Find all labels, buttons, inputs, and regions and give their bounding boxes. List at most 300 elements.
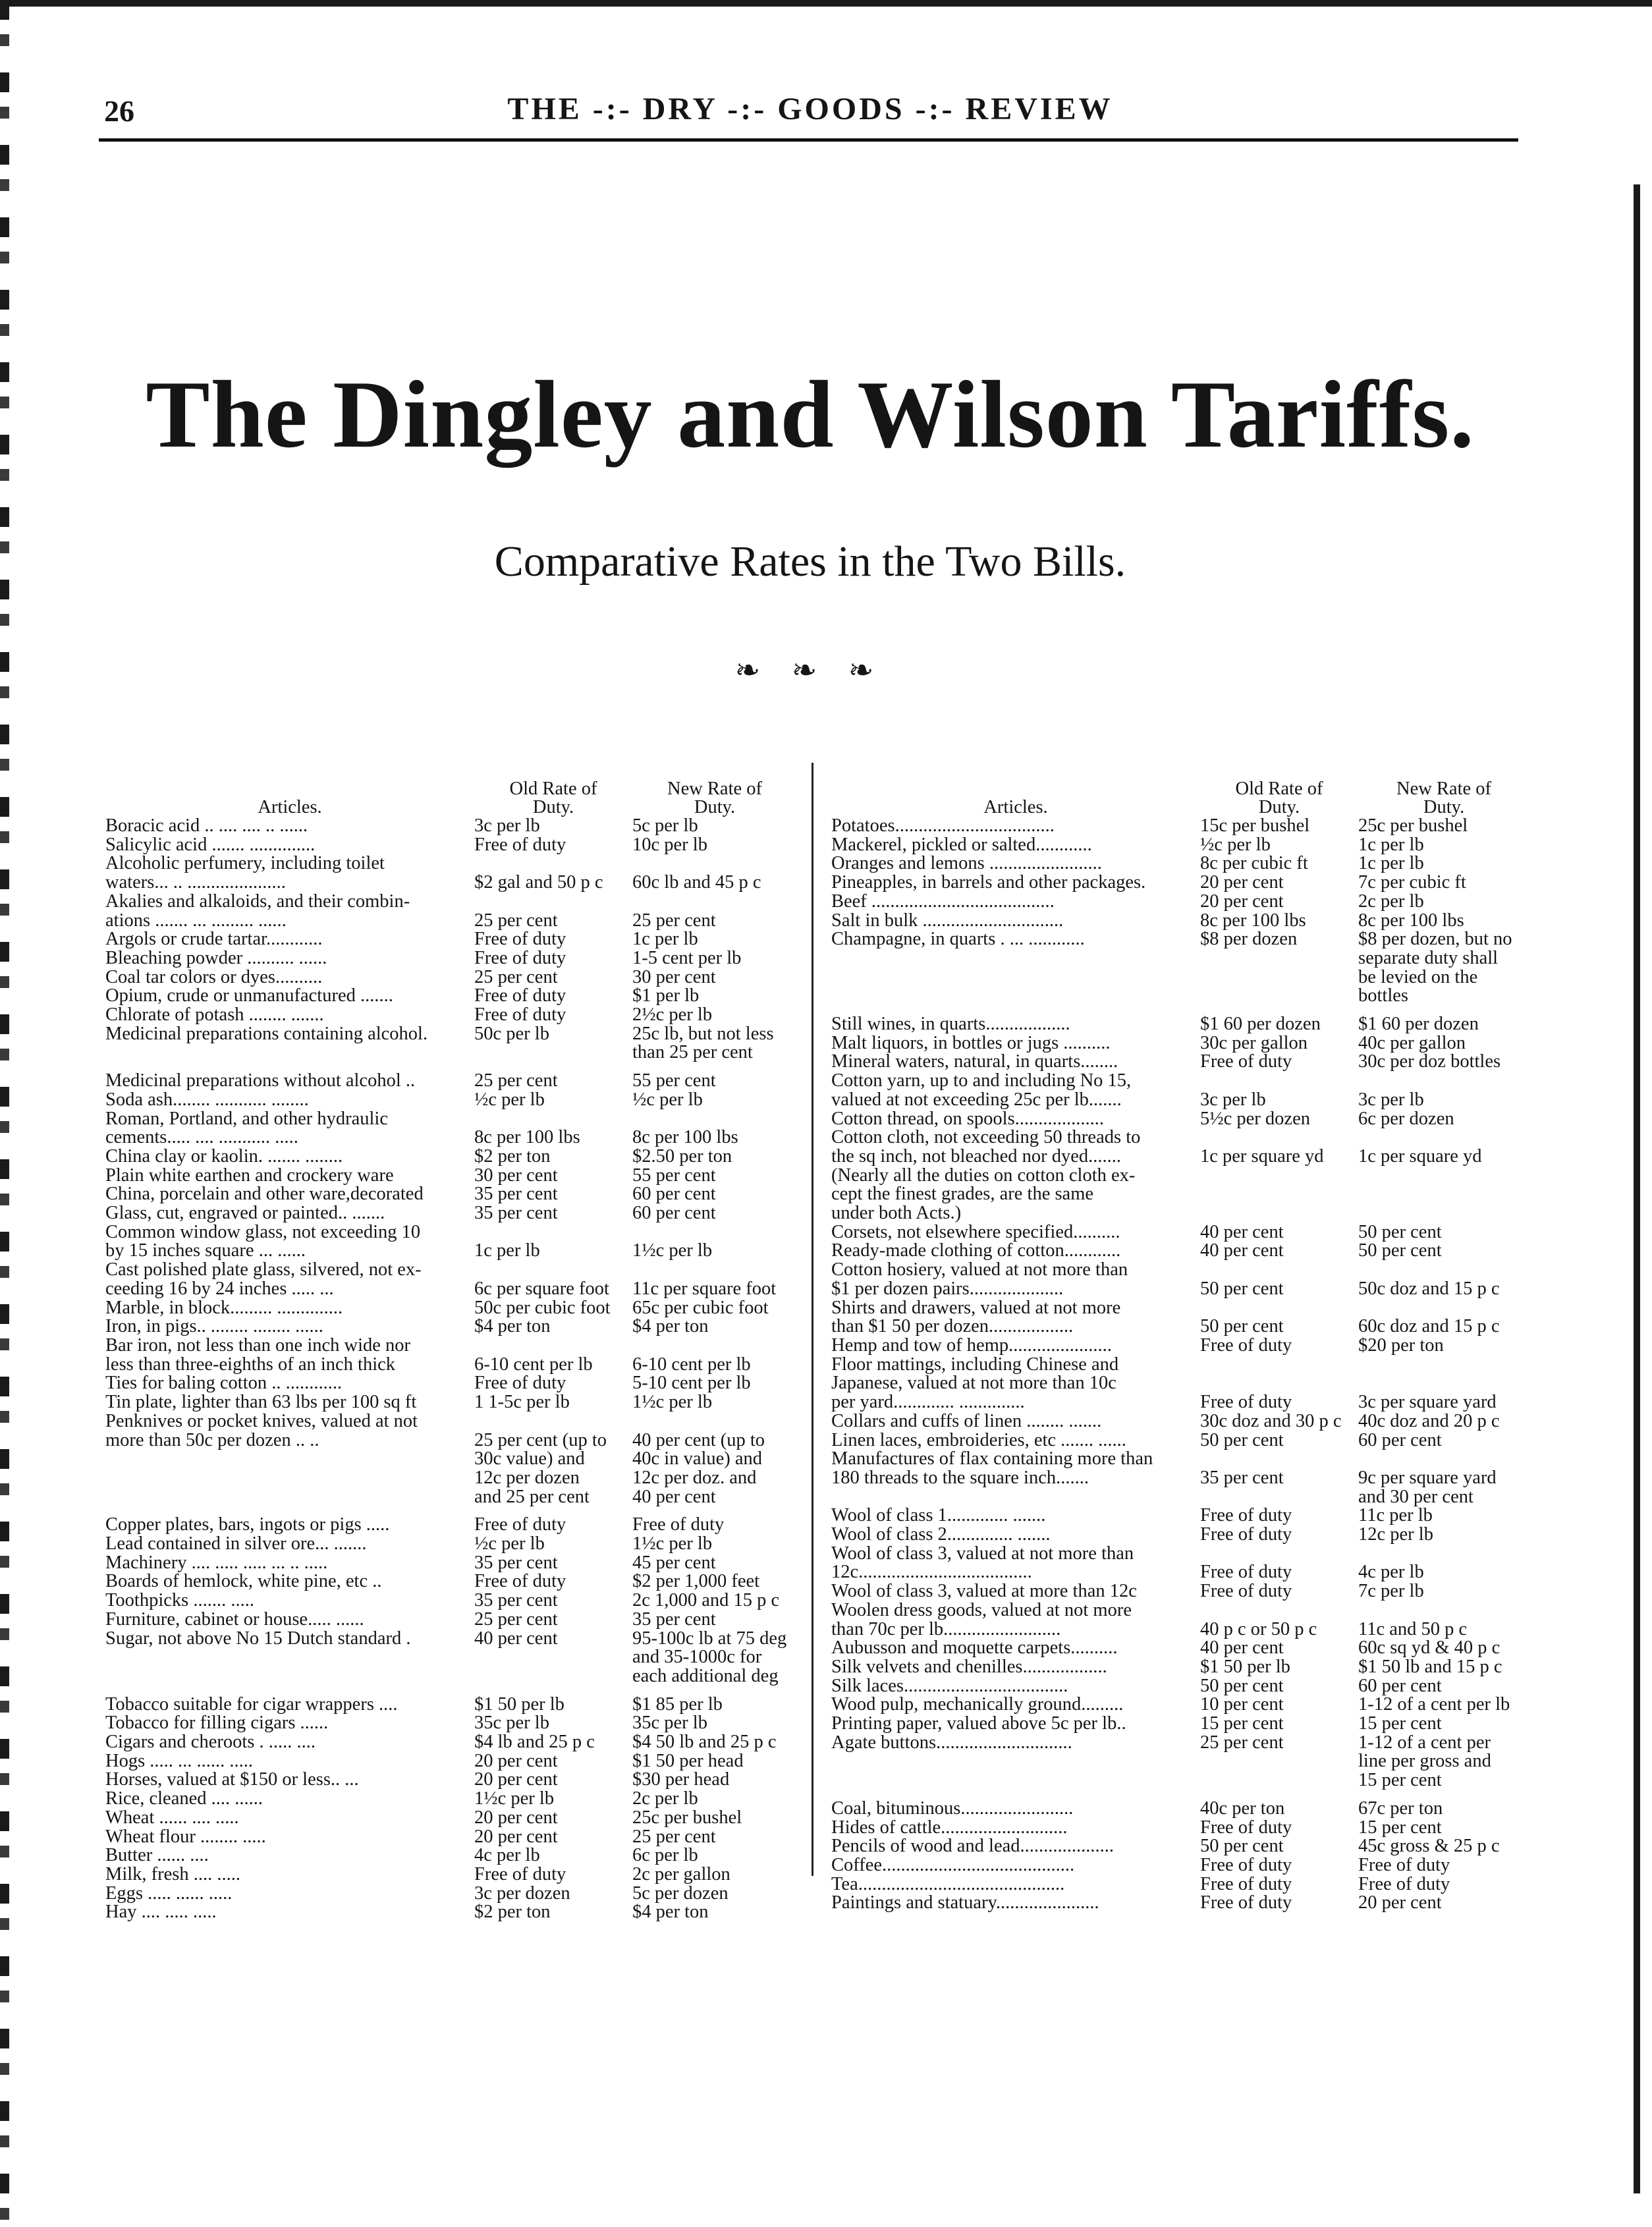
old-rate-cell: $4 per ton [474, 1316, 551, 1337]
table-row [831, 817, 1533, 836]
new-rate-cell: 50 per cent [1358, 1221, 1442, 1242]
article-cell: Machinery .... ..... ..... ... .. ..... [105, 1552, 328, 1573]
new-rate-cell: 7c per cubic ft [1358, 872, 1466, 893]
article-cell: Toothpicks ....... ..... [105, 1590, 254, 1611]
new-rate-cell: 1c per lb [632, 929, 698, 950]
articles-heading: Articles. [258, 797, 322, 817]
page-header [99, 86, 1522, 145]
old-rate-cell: Free of duty [1200, 1854, 1292, 1875]
article-cell: Cotton cloth, not exceeding 50 threads to the sq inch, not bleached nor dyed....... (Nearly all the duties on cotton cloth ex- cept the finest grades, are the same under both Acts.) [831, 1127, 1141, 1224]
old-rate-cell: 15 per cent [1200, 1713, 1284, 1734]
new-rate-cell: 1-12 of a cent per lb [1358, 1694, 1510, 1715]
article-cell: Copper plates, bars, ingots or pigs ..... [105, 1514, 390, 1535]
table-row [105, 1072, 800, 1091]
old-rate-heading: Old Rate of Duty. [509, 779, 597, 817]
new-rate-cell: $4 per ton [632, 1902, 709, 1923]
table-row [831, 1053, 1533, 1072]
table-row [831, 1582, 1533, 1601]
old-rate-cell: ½c per lb [1200, 834, 1271, 855]
old-rate-cell: 50 per cent [1200, 1316, 1284, 1337]
new-rate-cell: $1 50 per head [632, 1750, 744, 1771]
new-rate-cell: 45c gross & 25 p c [1358, 1836, 1500, 1857]
new-rate-cell: 67c per ton [1358, 1798, 1443, 1819]
article-cell: Lead contained in silver ore... ....... [105, 1533, 367, 1554]
article-cell: Glass, cut, engraved or painted.. ....... [105, 1203, 385, 1224]
table-header [831, 751, 1533, 817]
new-rate-cell: Free of duty [632, 1514, 725, 1535]
old-rate-cell: 8c per cubic ft [1200, 853, 1308, 874]
table-row [105, 1110, 800, 1147]
new-rate-cell: 25c per bushel [632, 1807, 742, 1828]
article-cell: Floor mattings, including Chinese and Japanese, valued at not more than 10c per yard............. .............. [831, 1354, 1119, 1413]
article-cell: Tobacco for filling cigars ...... [105, 1713, 329, 1734]
table-row [105, 1317, 800, 1336]
article-cell: Alcoholic perfumery, including toilet waters... .. ..................... [105, 853, 385, 893]
article-cell: Agate buttons............................. [831, 1732, 1072, 1753]
new-rate-cell: Free of duty [1358, 1873, 1450, 1894]
table-row [105, 987, 800, 1006]
new-rate-cell: 8c per 100 lbs [632, 1127, 738, 1148]
table-row [831, 1734, 1533, 1790]
tariff-table-right [831, 751, 1533, 1913]
table-row [831, 1015, 1533, 1034]
old-rate-cell: $1 50 per lb [1200, 1656, 1290, 1677]
new-rate-cell: $30 per head [632, 1769, 730, 1790]
table-row [831, 1336, 1533, 1356]
table-row [105, 1006, 800, 1025]
old-rate-cell: Free of duty [474, 947, 566, 968]
new-rate-cell: 30c per doz bottles [1358, 1051, 1501, 1072]
table-row [105, 1223, 800, 1261]
table-row [105, 1554, 800, 1573]
table-row [105, 1790, 800, 1809]
old-rate-cell: 3c per lb [474, 815, 540, 836]
old-rate-cell: 1c per lb [474, 1240, 540, 1261]
old-rate-cell: $4 lb and 25 p c [474, 1732, 595, 1753]
new-rate-cell: 2c per lb [632, 1788, 698, 1809]
table-row [831, 1819, 1533, 1838]
old-rate-cell: 20 per cent [474, 1807, 558, 1828]
new-rate-cell: 2c per lb [1358, 891, 1424, 912]
table-row [105, 1610, 800, 1630]
article-cell: Horses, valued at $150 or less.. ... [105, 1769, 359, 1790]
new-rate-cell: 60 per cent [632, 1203, 716, 1224]
table-row [831, 1110, 1533, 1129]
new-rate-cell: $20 per ton [1358, 1334, 1444, 1356]
new-rate-cell: 50 per cent [1358, 1240, 1442, 1261]
table-row [831, 1223, 1533, 1242]
old-rate-heading: Old Rate of Duty. [1235, 779, 1323, 817]
article-cell: Manufactures of flax containing more than 180 threads to the square inch....... [831, 1448, 1153, 1488]
table-row [105, 1630, 800, 1686]
table-row [105, 968, 800, 987]
table-row [105, 1025, 800, 1062]
old-rate-cell: 8c per 100 lbs [474, 1127, 580, 1148]
table-row [831, 893, 1533, 912]
old-rate-cell: 35 per cent [474, 1184, 558, 1205]
old-rate-cell: 5½c per dozen [1200, 1108, 1310, 1129]
old-rate-cell: 20 per cent [474, 1769, 558, 1790]
old-rate-cell: 25 per cent [474, 966, 558, 987]
old-rate-cell: $1 50 per lb [474, 1693, 564, 1715]
table-row [105, 1846, 800, 1865]
old-rate-cell: 35 per cent [474, 1203, 558, 1224]
table-row [105, 1771, 800, 1790]
article-cell: Ready-made clothing of cotton............ [831, 1240, 1121, 1261]
article-cell: Collars and cuffs of linen ........ ....... [831, 1410, 1102, 1431]
old-rate-cell: 20 per cent [1200, 872, 1284, 893]
article-cell: Penknives or pocket knives, valued at not more than 50c per dozen .. .. [105, 1410, 418, 1450]
new-rate-cell: 6c per dozen [1358, 1108, 1454, 1129]
article-cell: Hides of cattle........................... [831, 1817, 1068, 1838]
new-rate-cell: 1½c per lb [632, 1533, 713, 1554]
table-row [105, 1261, 800, 1298]
column-divider [812, 763, 813, 1876]
article-cell: Bar iron, not less than one inch wide nor less than three-eighths of an inch thick [105, 1334, 411, 1375]
table-row [105, 1299, 800, 1318]
table-row [105, 1865, 800, 1884]
old-rate-cell: 35 per cent [474, 1590, 558, 1611]
table-row [831, 873, 1533, 893]
new-rate-cell: 30 per cent [632, 966, 716, 987]
old-rate-cell: 50 per cent [1200, 1278, 1284, 1299]
table-row [831, 1261, 1533, 1298]
table-row [831, 1526, 1533, 1545]
new-rate-cell: 35 per cent [632, 1608, 716, 1630]
old-rate-cell: $2 gal and 50 p c [474, 872, 603, 893]
article-cell: Roman, Portland, and other hydraulic cements..... .... ........... ..... [105, 1108, 388, 1148]
article-cell: Chlorate of potash ........ ....... [105, 1004, 324, 1026]
article-cell: Argols or crude tartar............ [105, 929, 323, 950]
new-rate-cell: $1 50 lb and 15 p c [1358, 1656, 1502, 1677]
table-row [831, 1894, 1533, 1913]
old-rate-cell: ½c per lb [474, 1089, 545, 1110]
old-rate-cell: Free of duty [1200, 1334, 1292, 1356]
article-cell: Coal tar colors or dyes.......... [105, 966, 323, 987]
article-cell: Cigars and cheroots . ..... .... [105, 1732, 316, 1753]
page-binding-edge [0, 0, 9, 2227]
old-rate-cell: 8c per 100 lbs [1200, 910, 1306, 931]
table-row [831, 1356, 1533, 1412]
new-rate-cell: 2c per gallon [632, 1863, 730, 1884]
article-cell: Mackerel, pickled or salted............ [831, 834, 1092, 855]
new-rate-cell: $1 60 per dozen [1358, 1014, 1479, 1035]
new-rate-cell: 40c doz and 20 p c [1358, 1410, 1500, 1431]
new-rate-cell: 8c per 100 lbs [1358, 910, 1464, 931]
article-subtitle: Comparative Rates in the Two Bills. [494, 537, 1126, 586]
article-cell: Soda ash........ ........... ........ [105, 1089, 309, 1110]
table-row [105, 930, 800, 949]
table-row [105, 1336, 800, 1374]
old-rate-cell: 40 per cent [1200, 1221, 1284, 1242]
new-rate-cell: 25 per cent [632, 1826, 716, 1847]
old-rate-cell: 25 per cent (up to 30c value) and 12c per dozen and 25 per cent [474, 1429, 607, 1507]
article-cell: Iron, in pigs.. ........ ........ ...... [105, 1316, 323, 1337]
old-rate-cell: Free of duty [474, 985, 566, 1006]
tariff-table-left [105, 751, 800, 1922]
new-rate-cell: $1 85 per lb [632, 1693, 723, 1715]
old-rate-cell: 40 per cent [1200, 1240, 1284, 1261]
old-rate-cell: 25 per cent [474, 910, 558, 931]
article-cell: Wheat flour ........ ..... [105, 1826, 266, 1847]
table-row [105, 1147, 800, 1167]
article-cell: Oranges and lemons ........................ [831, 853, 1102, 874]
article-cell: Butter ...... .... [105, 1845, 209, 1866]
new-rate-cell: 1-12 of a cent per line per gross and 15 per cent [1358, 1732, 1491, 1791]
table-row [105, 854, 800, 892]
new-rate-cell: Free of duty [1358, 1854, 1450, 1875]
table-row [105, 1695, 800, 1715]
old-rate-cell: 25 per cent [474, 1608, 558, 1630]
old-rate-cell: 50 per cent [1200, 1675, 1284, 1696]
old-rate-cell: Free of duty [1200, 1505, 1292, 1526]
old-rate-cell: Free of duty [1200, 1873, 1292, 1894]
new-rate-cell: 2c 1,000 and 15 p c [632, 1590, 780, 1611]
new-rate-cell: 35c per lb [632, 1713, 707, 1734]
articles-heading: Articles. [983, 797, 1048, 817]
table-row [831, 1242, 1533, 1261]
old-rate-cell: 6-10 cent per lb [474, 1354, 593, 1375]
table-row [831, 1506, 1533, 1526]
new-rate-cell: 5c per lb [632, 815, 698, 836]
table-row [105, 1091, 800, 1110]
new-rate-cell: 1½c per lb [632, 1240, 713, 1261]
article-cell: Opium, crude or unmanufactured ....... [105, 985, 393, 1006]
table-row [831, 1299, 1533, 1336]
new-rate-heading: New Rate of Duty. [667, 779, 763, 817]
article-cell: Milk, fresh .... ..... [105, 1863, 241, 1884]
new-rate-cell: 4c per lb [1358, 1562, 1424, 1583]
article-cell: Akalies and alkaloids, and their combin- ations ....... ... ......... ...... [105, 891, 410, 931]
ornament-divider: ❧ ❧ ❧ [734, 653, 886, 687]
article-cell: Silk laces................................... [831, 1675, 1068, 1696]
table-row [105, 1535, 800, 1554]
article-cell: Bleaching powder .......... ...... [105, 947, 327, 968]
old-rate-cell: 30c doz and 30 p c [1200, 1410, 1342, 1431]
old-rate-cell: 20 per cent [474, 1826, 558, 1847]
article-cell: Cotton hosiery, valued at not more than $1 per dozen pairs.................... [831, 1259, 1128, 1299]
new-rate-cell: 6-10 cent per lb [632, 1354, 751, 1375]
old-rate-cell: 30c per gallon [1200, 1032, 1308, 1053]
table-row [831, 1677, 1533, 1696]
article-cell: Cotton yarn, up to and including No 15, valued at not exceeding 25c per lb....... [831, 1070, 1132, 1110]
article-cell: Wood pulp, mechanically ground......... [831, 1694, 1124, 1715]
new-rate-cell: 20 per cent [1358, 1892, 1442, 1913]
article-cell: Marble, in block......... .............. [105, 1297, 343, 1318]
table-row [105, 1412, 800, 1507]
new-rate-cell: 50c doz and 15 p c [1358, 1278, 1500, 1299]
new-rate-cell: 40c per gallon [1358, 1032, 1466, 1053]
old-rate-cell: 25 per cent [474, 1070, 558, 1091]
new-rate-cell: $4 50 lb and 25 p c [632, 1732, 777, 1753]
new-rate-cell: 11c per lb [1358, 1505, 1433, 1526]
old-rate-cell: 30 per cent [474, 1165, 558, 1186]
article-cell: Still wines, in quarts.................. [831, 1014, 1070, 1035]
old-rate-cell: Free of duty [1200, 1892, 1292, 1913]
article-cell: Champagne, in quarts . ... ............ [831, 929, 1085, 950]
new-rate-cell: 1c per square yd [1358, 1145, 1482, 1167]
new-rate-cell: 6c per lb [632, 1845, 698, 1866]
article-cell: Common window glass, not exceeding 10 by 15 inches square ... ...... [105, 1221, 421, 1261]
old-rate-cell: Free of duty [474, 834, 566, 855]
old-rate-cell: Free of duty [474, 1514, 566, 1535]
article-cell: Rice, cleaned .... ...... [105, 1788, 263, 1809]
article-cell: Boards of hemlock, white pine, etc .. [105, 1571, 382, 1592]
article-cell: Aubusson and moquette carpets.......... [831, 1637, 1118, 1659]
new-rate-cell: 3c per lb [1358, 1089, 1424, 1110]
old-rate-cell: 35 per cent [474, 1552, 558, 1573]
table-row [105, 1733, 800, 1752]
table-row [831, 1800, 1533, 1819]
old-rate-cell: 1½c per lb [474, 1788, 555, 1809]
new-rate-cell: 45 per cent [632, 1552, 716, 1573]
new-rate-cell: 25c lb, but not less than 25 per cent [632, 1023, 774, 1063]
header-rule [99, 138, 1518, 142]
article-cell: Medicinal preparations containing alcohol. [105, 1023, 428, 1044]
table-row [105, 893, 800, 930]
table-row [831, 1856, 1533, 1875]
new-rate-cell: 60 per cent [1358, 1675, 1442, 1696]
old-rate-cell: 50c per cubic foot [474, 1297, 611, 1318]
old-rate-cell: $2 per ton [474, 1902, 551, 1923]
new-rate-cell: 11c per square foot [632, 1278, 777, 1299]
old-rate-cell: 6c per square foot [474, 1278, 609, 1299]
table-body [831, 817, 1533, 1913]
article-cell: Beef ....................................... [831, 891, 1055, 912]
table-row [831, 1837, 1533, 1856]
new-rate-cell: ½c per lb [632, 1089, 703, 1110]
new-rate-cell: 1c per lb [1358, 853, 1424, 874]
old-rate-cell: Free of duty [474, 1571, 566, 1592]
old-rate-cell: 40 p c or 50 p c [1200, 1618, 1317, 1639]
article-cell: Salicylic acid ....... .............. [105, 834, 316, 855]
article-cell: Salt in bulk .............................. [831, 910, 1064, 931]
table-row [831, 1412, 1533, 1431]
new-rate-cell: $4 per ton [632, 1316, 709, 1337]
table-row [105, 1714, 800, 1733]
old-rate-cell: 50 per cent [1200, 1429, 1284, 1450]
article-cell: Mineral waters, natural, in quarts........ [831, 1051, 1118, 1072]
new-rate-cell: 65c per cubic foot [632, 1297, 769, 1318]
new-rate-cell: 1-5 cent per lb [632, 947, 742, 968]
article-cell: Coal, bituminous........................ [831, 1798, 1074, 1819]
new-rate-cell: 5c per dozen [632, 1883, 729, 1904]
table-header [105, 751, 800, 817]
table-row [105, 1374, 800, 1393]
old-rate-cell: 4c per lb [474, 1845, 540, 1866]
article-cell: Hogs ..... ... ...... ..... [105, 1750, 254, 1771]
table-row [831, 1545, 1533, 1582]
page-number: 26 [104, 94, 134, 128]
article-cell: Pineapples, in barrels and other packages. [831, 872, 1146, 893]
table-body [105, 817, 800, 1922]
new-rate-cell: 12c per lb [1358, 1524, 1433, 1545]
table-row [105, 1204, 800, 1223]
new-rate-cell: 10c per lb [632, 834, 707, 855]
table-row [831, 1072, 1533, 1109]
new-rate-cell: 60c sq yd & 40 p c [1358, 1637, 1501, 1659]
table-row [105, 1903, 800, 1922]
old-rate-cell: Free of duty [1200, 1817, 1292, 1838]
new-rate-cell: $2.50 per ton [632, 1145, 732, 1167]
article-cell: Ties for baling cotton .. ............ [105, 1373, 343, 1394]
article-cell: Plain white earthen and crockery ware [105, 1165, 394, 1186]
old-rate-cell: 1 1-5c per lb [474, 1392, 570, 1413]
article-cell: Boracic acid .. .... .... .. ...... [105, 815, 308, 836]
old-rate-cell: 3c per dozen [474, 1883, 570, 1904]
new-rate-cell: 7c per lb [1358, 1581, 1424, 1602]
table-row [831, 1034, 1533, 1053]
new-rate-cell: 60c doz and 15 p c [1358, 1316, 1500, 1337]
old-rate-cell: 50c per lb [474, 1023, 549, 1044]
old-rate-cell: 40 per cent [474, 1628, 558, 1649]
new-rate-cell: 2½c per lb [632, 1004, 713, 1026]
article-cell: Linen laces, embroideries, etc ....... ...... [831, 1429, 1126, 1450]
new-rate-cell: 60c lb and 45 p c [632, 872, 761, 893]
table-row [831, 836, 1533, 855]
article-cell: Paintings and statuary...................... [831, 1892, 1099, 1913]
article-cell: Cotton thread, on spools................... [831, 1108, 1105, 1129]
old-rate-cell: Free of duty [1200, 1392, 1292, 1413]
table-row [105, 1167, 800, 1186]
article-cell: Pencils of wood and lead.................... [831, 1836, 1115, 1857]
article-cell: Corsets, not elsewhere specified.......... [831, 1221, 1120, 1242]
article-cell: China, porcelain and other ware,decorated [105, 1184, 424, 1205]
article-cell: China clay or kaolin. ....... ........ [105, 1145, 343, 1167]
table-row [105, 949, 800, 968]
new-rate-cell: $8 per dozen, but no separate duty shall be levied on the bottles [1358, 929, 1512, 1006]
table-row [831, 854, 1533, 873]
old-rate-cell: 1c per square yd [1200, 1145, 1324, 1167]
article-cell: Wool of class 1............. ....... [831, 1505, 1046, 1526]
old-rate-cell: 10 per cent [1200, 1694, 1284, 1715]
old-rate-cell: 25 per cent [1200, 1732, 1284, 1753]
old-rate-cell: Free of duty [474, 929, 566, 950]
old-rate-cell: Free of duty [1200, 1524, 1292, 1545]
old-rate-cell: 40 per cent [1200, 1637, 1284, 1659]
table-row [831, 1639, 1533, 1658]
new-rate-cell: 60 per cent [632, 1184, 716, 1205]
table-row [105, 1185, 800, 1204]
old-rate-cell: 40c per ton [1200, 1798, 1285, 1819]
table-row [105, 1884, 800, 1904]
article-cell: Wool of class 2.............. ....... [831, 1524, 1051, 1545]
table-row [831, 1875, 1533, 1894]
new-rate-cell: 15 per cent [1358, 1713, 1442, 1734]
old-rate-cell: 20 per cent [1200, 891, 1284, 912]
old-rate-cell: 50 per cent [1200, 1836, 1284, 1857]
table-row [831, 912, 1533, 931]
article-cell: Tobacco suitable for cigar wrappers .... [105, 1693, 398, 1715]
table-row [831, 1128, 1533, 1223]
page-top-edge [0, 0, 1652, 7]
old-rate-cell: $1 60 per dozen [1200, 1014, 1321, 1035]
article-cell: Silk velvets and chenilles.................. [831, 1656, 1107, 1677]
new-rate-cell: 25c per bushel [1358, 815, 1468, 836]
new-rate-cell: 40 per cent (up to 40c in value) and 12c per doz. and 40 per cent [632, 1429, 765, 1507]
new-rate-cell: 1c per lb [1358, 834, 1424, 855]
new-rate-cell: 3c per square yard [1358, 1392, 1497, 1413]
table-row [105, 1591, 800, 1610]
table-row [831, 1695, 1533, 1715]
article-cell: Woolen dress goods, valued at not more than 70c per lb......................... [831, 1599, 1132, 1639]
old-rate-cell: 35c per lb [474, 1713, 549, 1734]
old-rate-cell: 35 per cent [1200, 1467, 1284, 1488]
table-row [831, 930, 1533, 1006]
table-row [105, 1572, 800, 1591]
article-title: The Dingley and Wilson Tariffs. [146, 361, 1475, 468]
old-rate-cell: 15c per bushel [1200, 815, 1310, 836]
